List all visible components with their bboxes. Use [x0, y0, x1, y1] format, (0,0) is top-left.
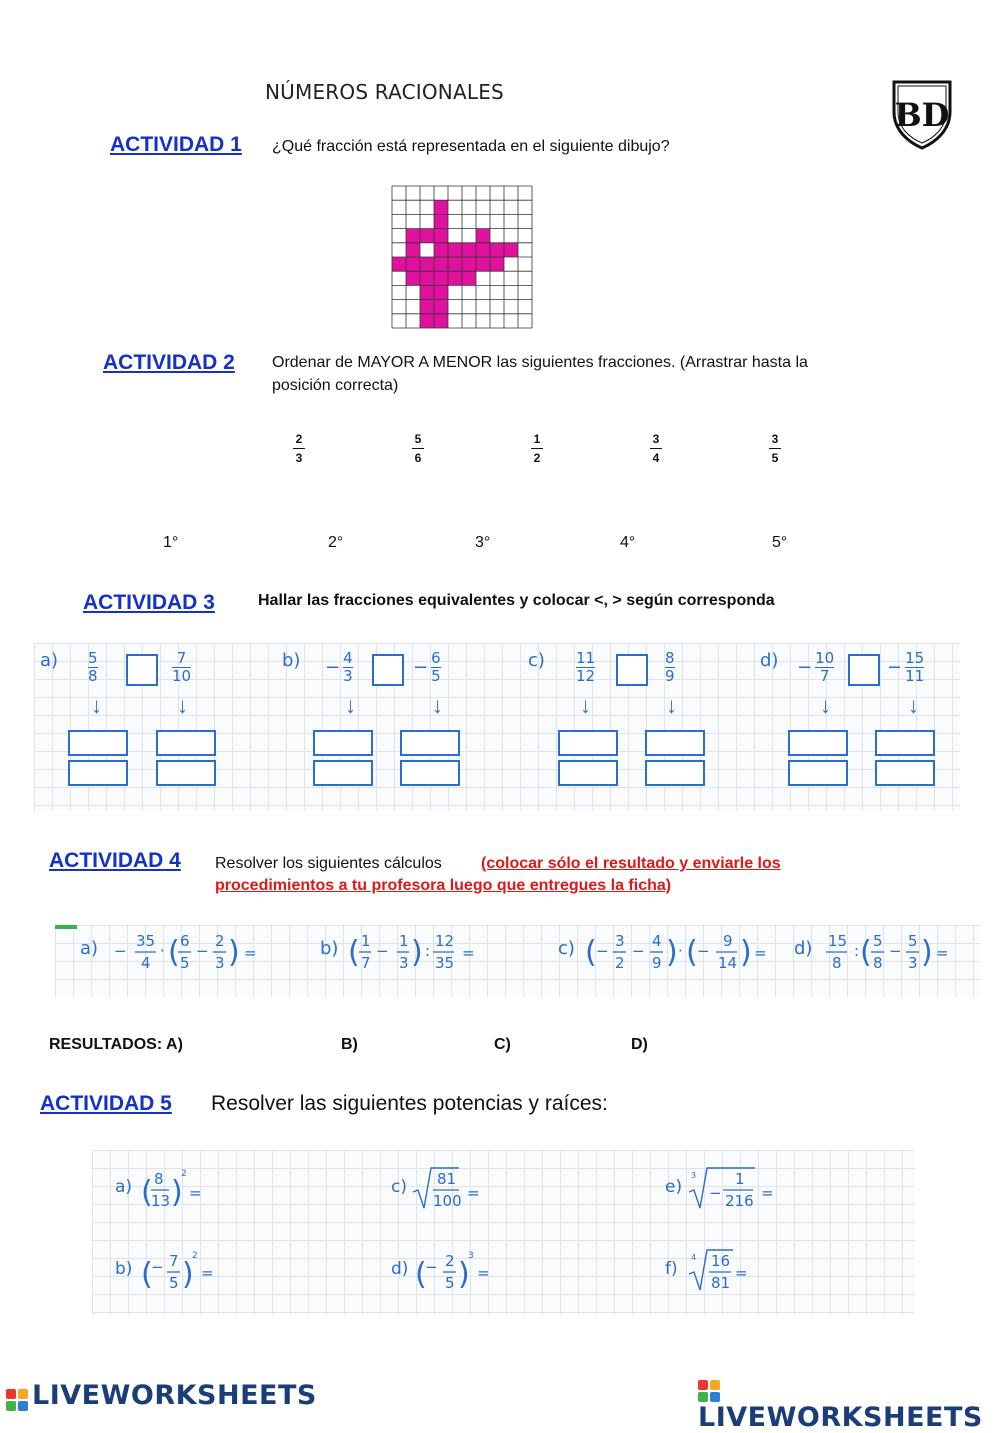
- svg-text:7: 7: [169, 1252, 179, 1270]
- item-d: d): [760, 650, 779, 671]
- svg-text:·: ·: [678, 942, 683, 960]
- activity-4-instruction: Resolver los siguientes cálculos: [215, 855, 442, 872]
- svg-text:81: 81: [437, 1170, 457, 1188]
- activity-5-expressions: [115, 1162, 815, 1302]
- compare-box-d[interactable]: [848, 654, 880, 686]
- numerator-answer-box[interactable]: [156, 730, 216, 756]
- svg-text:5: 5: [169, 1274, 179, 1292]
- svg-text:5: 5: [873, 932, 883, 950]
- svg-text:2: 2: [615, 954, 625, 972]
- filled-cell: [476, 243, 490, 257]
- order-slot-1[interactable]: 1°: [163, 534, 179, 551]
- filled-cell: [462, 271, 476, 285]
- panel-marker: [55, 925, 77, 929]
- svg-text:4: 4: [652, 932, 662, 950]
- activity-5-label: ACTIVIDAD 5: [40, 1092, 172, 1115]
- denominator-answer-box[interactable]: [68, 760, 128, 786]
- denominator-answer-box[interactable]: [788, 760, 848, 786]
- filled-cell: [434, 257, 448, 271]
- down-arrow-icon: ↓: [666, 693, 677, 718]
- svg-text:=: =: [754, 944, 767, 962]
- denominator-answer-box[interactable]: [645, 760, 705, 786]
- fraction-left: $\frac{11}{12}$: [576, 649, 596, 685]
- filled-cell: [434, 243, 448, 257]
- svg-text:a): a): [115, 1177, 133, 1197]
- svg-text:): ): [182, 1257, 194, 1292]
- svg-text:−: −: [376, 942, 389, 960]
- compare-box-b[interactable]: [372, 654, 404, 686]
- result-c-label: C): [494, 1036, 511, 1053]
- filled-cell: [406, 243, 420, 257]
- svg-text:(: (: [415, 1257, 427, 1292]
- svg-text:8: 8: [832, 954, 842, 972]
- fraction-right: $\frac{7}{10}$: [172, 649, 192, 685]
- numerator-answer-box[interactable]: [68, 730, 128, 756]
- svg-text::: :: [425, 942, 431, 960]
- svg-text:=: =: [735, 1264, 748, 1282]
- svg-text:BD: BD: [894, 96, 950, 134]
- result-b-label: B): [341, 1036, 358, 1053]
- filled-cell: [434, 314, 448, 328]
- svg-text:(: (: [141, 1257, 153, 1292]
- order-slot-3[interactable]: 3°: [475, 534, 491, 551]
- svg-text:1: 1: [361, 932, 371, 950]
- activity-4-note-line1: (colocar sólo el resultado y enviarle los: [481, 855, 781, 872]
- numerator-answer-box[interactable]: [645, 730, 705, 756]
- svg-text:=: =: [467, 1184, 480, 1202]
- svg-text:(: (: [348, 935, 360, 970]
- down-arrow-icon: ↓: [177, 693, 188, 718]
- svg-text:a): a): [80, 938, 99, 959]
- filled-cell: [434, 229, 448, 243]
- svg-text:−: −: [697, 942, 710, 960]
- activity-4-label: ACTIVIDAD 4: [49, 849, 181, 872]
- svg-text:14: 14: [718, 954, 738, 972]
- filled-cell: [434, 271, 448, 285]
- fraction-right: $\frac{15}{11}$: [905, 649, 925, 685]
- order-slot-2[interactable]: 2°: [328, 534, 344, 551]
- svg-text:): ): [921, 935, 933, 970]
- fraction-drawing-grid: [391, 185, 533, 329]
- filled-cell: [490, 243, 504, 257]
- svg-text:5: 5: [908, 932, 918, 950]
- compare-box-c[interactable]: [616, 654, 648, 686]
- svg-text:9: 9: [652, 954, 662, 972]
- svg-text:35: 35: [435, 954, 455, 972]
- fraction-left: $\frac{10}{7}$: [815, 649, 835, 685]
- svg-text:1: 1: [399, 932, 409, 950]
- filled-cell: [490, 257, 504, 271]
- order-slot-4[interactable]: 4°: [620, 534, 636, 551]
- svg-text:35: 35: [136, 932, 156, 950]
- filled-cell: [420, 229, 434, 243]
- filled-cell: [392, 257, 406, 271]
- filled-cell: [434, 200, 448, 214]
- down-arrow-icon: ↓: [820, 693, 831, 718]
- svg-text:): ): [740, 935, 752, 970]
- activity-4-expressions: [80, 928, 980, 992]
- activity-5-instruction: Resolver las siguientes potencias y raíces:: [211, 1092, 608, 1115]
- svg-text:c): c): [391, 1177, 407, 1197]
- down-arrow-icon: ↓: [345, 693, 356, 718]
- order-slot-5[interactable]: 5°: [772, 534, 788, 551]
- svg-text:100: 100: [433, 1192, 462, 1210]
- svg-text:4: 4: [691, 1253, 697, 1262]
- svg-text:16: 16: [711, 1252, 731, 1270]
- svg-text:−: −: [114, 942, 127, 960]
- brand-left[interactable]: LIVEWORKSHEETS: [6, 1380, 317, 1411]
- result-a-label: RESULTADOS: A): [49, 1036, 183, 1053]
- svg-text:=: =: [189, 1184, 202, 1202]
- down-arrow-icon: ↓: [91, 693, 102, 718]
- svg-text:216: 216: [725, 1192, 754, 1210]
- svg-text:5: 5: [445, 1274, 455, 1292]
- denominator-answer-box[interactable]: [400, 760, 460, 786]
- fraction-right: $\frac{6}{5}$: [431, 649, 441, 685]
- svg-text:−: −: [632, 942, 645, 960]
- svg-text:(: (: [141, 1175, 153, 1210]
- page-title: NÚMEROS RACIONALES: [265, 80, 504, 104]
- svg-text:1: 1: [735, 1170, 745, 1188]
- activity-2-label: ACTIVIDAD 2: [103, 351, 235, 374]
- svg-text:8: 8: [873, 954, 883, 972]
- svg-text:c): c): [558, 938, 575, 959]
- svg-text:2: 2: [181, 1169, 187, 1179]
- item-b: b): [282, 650, 301, 671]
- svg-text:−: −: [596, 942, 609, 960]
- svg-text:2: 2: [445, 1252, 455, 1270]
- svg-text:3: 3: [468, 1251, 474, 1261]
- svg-text:8: 8: [154, 1170, 164, 1188]
- svg-text:3: 3: [215, 954, 225, 972]
- svg-text:13: 13: [151, 1192, 171, 1210]
- activity-2-instruction-line2: posición correcta): [272, 377, 399, 394]
- numerator-answer-box[interactable]: [400, 730, 460, 756]
- svg-text:−: −: [889, 942, 902, 960]
- filled-cell: [434, 214, 448, 228]
- svg-text:): ): [666, 935, 678, 970]
- filled-cell: [448, 257, 462, 271]
- svg-text:9: 9: [723, 932, 733, 950]
- filled-cell: [462, 257, 476, 271]
- filled-cell: [476, 229, 490, 243]
- svg-text:3: 3: [615, 932, 625, 950]
- draggable-fraction[interactable]: 3 4: [646, 432, 666, 465]
- svg-text:2: 2: [192, 1251, 198, 1261]
- filled-cell: [420, 257, 434, 271]
- filled-cell: [434, 300, 448, 314]
- filled-cell: [476, 257, 490, 271]
- svg-text:3: 3: [691, 1171, 697, 1180]
- numerator-answer-box[interactable]: [558, 730, 618, 756]
- down-arrow-icon: ↓: [908, 693, 919, 718]
- svg-text:15: 15: [828, 932, 848, 950]
- draggable-fraction[interactable]: 3 5: [765, 432, 785, 465]
- denominator-answer-box[interactable]: [313, 760, 373, 786]
- liveworksheets-logo-icon: [6, 1389, 28, 1411]
- filled-cell: [504, 243, 518, 257]
- numerator-answer-box[interactable]: [875, 730, 935, 756]
- filled-cell: [448, 271, 462, 285]
- numerator-answer-box[interactable]: [313, 730, 373, 756]
- denominator-answer-box[interactable]: [156, 760, 216, 786]
- draggable-fraction[interactable]: 5 6: [408, 432, 428, 465]
- svg-text:−: −: [425, 1258, 438, 1276]
- svg-text:=: =: [201, 1264, 214, 1282]
- compare-box-a[interactable]: [126, 654, 158, 686]
- svg-text:3: 3: [908, 954, 918, 972]
- brand-right[interactable]: LIVEWORKSHEETS: [698, 1380, 1000, 1433]
- filled-cell: [420, 300, 434, 314]
- liveworksheets-logo-icon: [698, 1380, 720, 1402]
- result-d-label: D): [631, 1036, 648, 1053]
- svg-text:−: −: [709, 1184, 722, 1202]
- activity-3-label: ACTIVIDAD 3: [83, 591, 215, 614]
- item-a: a): [40, 650, 59, 671]
- svg-text:=: =: [936, 944, 949, 962]
- fraction-left: $\frac{5}{8}$: [88, 649, 98, 685]
- svg-text:b): b): [115, 1259, 133, 1279]
- svg-text:(: (: [860, 935, 872, 970]
- activity-1-label: ACTIVIDAD 1: [110, 133, 242, 156]
- svg-text:5: 5: [180, 954, 190, 972]
- svg-text:3: 3: [399, 954, 409, 972]
- item-c: c): [528, 650, 545, 671]
- svg-text:12: 12: [435, 932, 455, 950]
- fraction-right: $\frac{8}{9}$: [665, 649, 675, 685]
- svg-text:·: ·: [160, 942, 165, 960]
- denominator-answer-box[interactable]: [875, 760, 935, 786]
- draggable-fraction[interactable]: 2 3: [289, 432, 309, 465]
- activity-4-note-line2: procedimientos a tu profesora luego que entregues la ficha): [215, 877, 672, 894]
- filled-cell: [406, 271, 420, 285]
- filled-cell: [420, 285, 434, 299]
- svg-text:=: =: [462, 944, 475, 962]
- svg-text:): ): [411, 935, 423, 970]
- filled-cell: [462, 243, 476, 257]
- draggable-fraction[interactable]: 1 2: [527, 432, 547, 465]
- filled-cell: [420, 314, 434, 328]
- svg-text:(: (: [585, 935, 597, 970]
- svg-text:d): d): [391, 1259, 409, 1279]
- svg-text:): ): [171, 1175, 183, 1210]
- activity-2-instruction-line1: Ordenar de MAYOR A MENOR las siguientes fracciones. (Arrastrar hasta la: [272, 354, 808, 371]
- down-arrow-icon: ↓: [432, 693, 443, 718]
- filled-cell: [434, 285, 448, 299]
- fraction-left: $\frac{4}{3}$: [343, 649, 353, 685]
- down-arrow-icon: ↓: [580, 693, 591, 718]
- svg-text:7: 7: [361, 954, 371, 972]
- svg-text:−: −: [196, 942, 209, 960]
- svg-text:(: (: [168, 935, 180, 970]
- svg-text:=: =: [761, 1184, 774, 1202]
- filled-cell: [406, 229, 420, 243]
- svg-text:b): b): [320, 938, 339, 959]
- school-crest-icon: [890, 78, 954, 150]
- numerator-answer-box[interactable]: [788, 730, 848, 756]
- svg-text:2: 2: [215, 932, 225, 950]
- svg-text:81: 81: [711, 1274, 731, 1292]
- activity-1-question: ¿Qué fracción está representada en el siguiente dibujo?: [272, 138, 670, 155]
- svg-text:d): d): [794, 938, 813, 959]
- denominator-answer-box[interactable]: [558, 760, 618, 786]
- svg-text:=: =: [244, 944, 257, 962]
- svg-text:4: 4: [141, 954, 151, 972]
- svg-text:): ): [458, 1257, 470, 1292]
- filled-cell: [420, 271, 434, 285]
- svg-text:6: 6: [180, 932, 190, 950]
- svg-text:f): f): [665, 1259, 678, 1279]
- filled-cell: [448, 243, 462, 257]
- svg-text:(: (: [686, 935, 698, 970]
- svg-text::: :: [854, 942, 860, 960]
- svg-text:): ): [228, 935, 240, 970]
- activity-3-instruction: Hallar las fracciones equivalentes y colocar <, > según corresponda: [258, 592, 775, 609]
- svg-text:−: −: [151, 1258, 164, 1276]
- svg-text:=: =: [477, 1264, 490, 1282]
- filled-cell: [406, 257, 420, 271]
- svg-text:e): e): [665, 1177, 683, 1197]
